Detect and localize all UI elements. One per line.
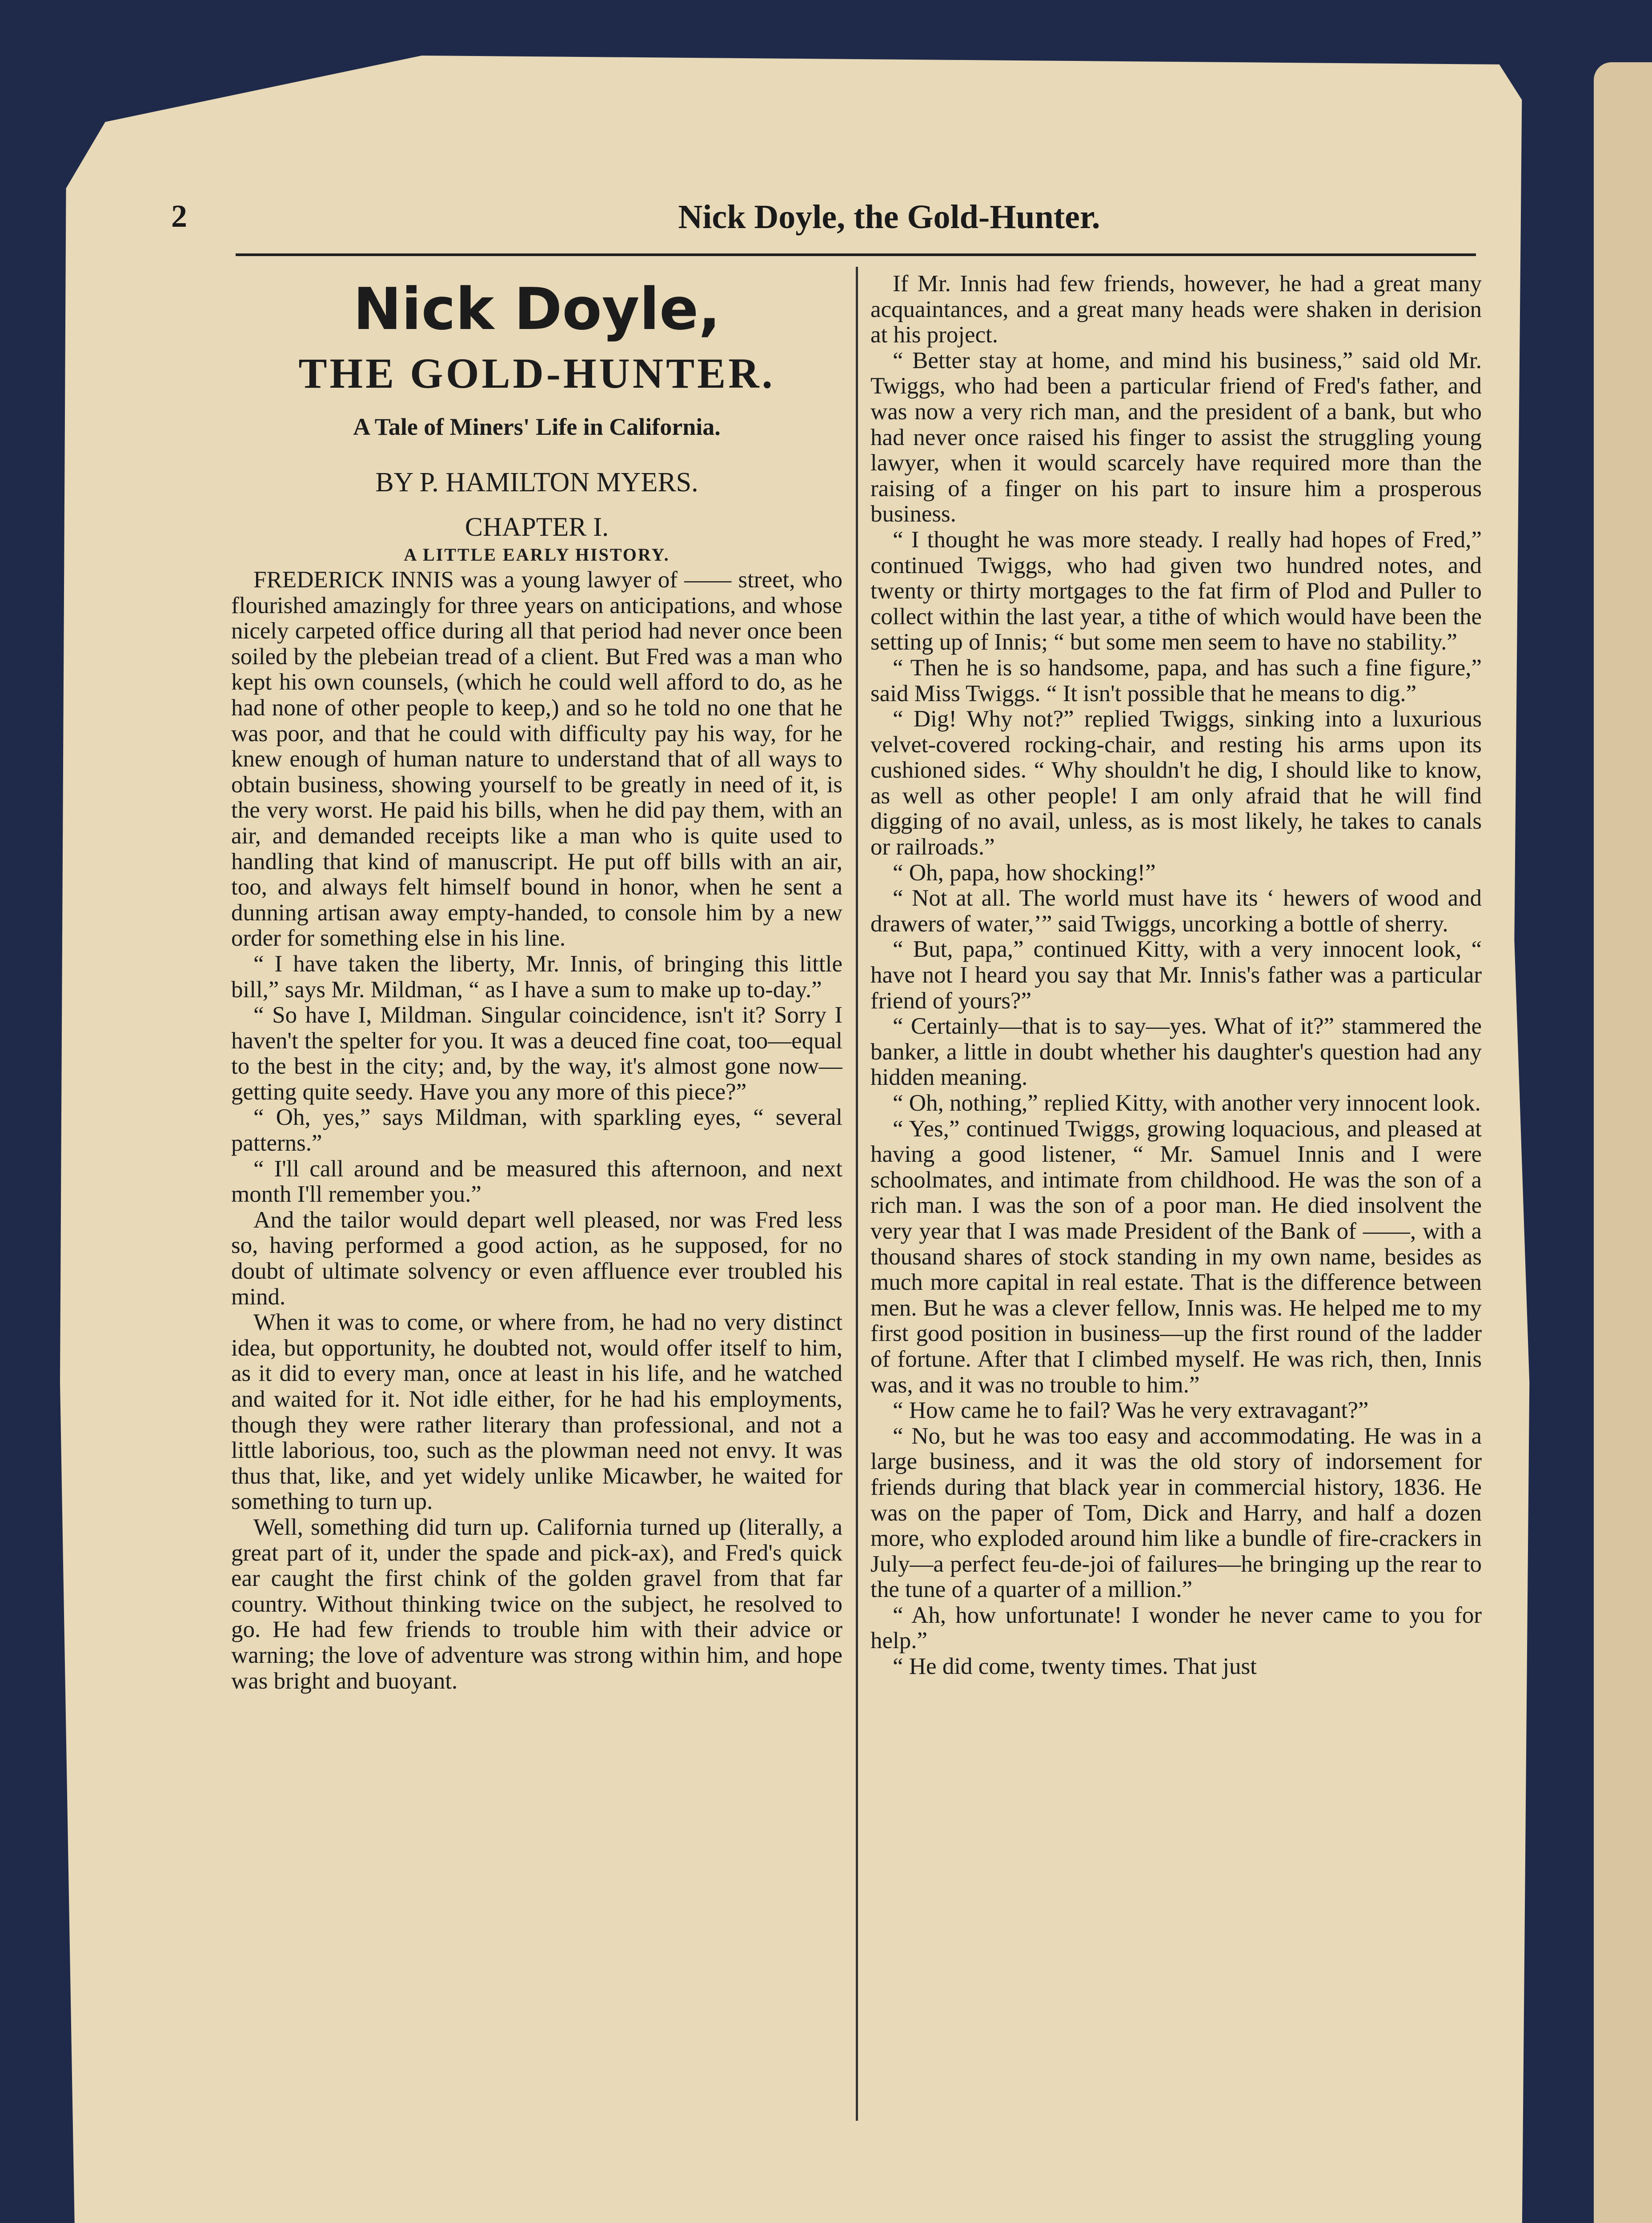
- body-paragraph: “ Certainly—that is to say—yes. What of it?” stammered the banker, a little in doubt whether his daughter's question had any hidden meaning.: [870, 1013, 1482, 1091]
- body-paragraph: Well, something did turn up. California turned up (literally, a great part of it, under the spade and pick-ax), and Fred's quick ear caught the first chink of the golden gravel from that far country. Without thinking twice on the subject, he resolved to go. He had few friends to trouble him with their advice or warning; the love of adventure was strong within him, and hope was bright and buoyant.: [231, 1514, 842, 1694]
- body-paragraph: “ Oh, papa, how shocking!”: [893, 859, 1156, 886]
- chapter-subheading: A LITTLE EARLY HISTORY.: [404, 545, 670, 565]
- body-paragraph: “ Better stay at home, and mind his business,” said old Mr. Twiggs, who had been a particular friend of Fred's father, and was now a very rich man, and the president of a bank, but who had never once raised his finger to assist the struggling young lawyer, when it would scarcely have required more than the raising of a finger on his part to insure him a prosperous business.: [870, 347, 1482, 527]
- body-paragraph: When it was to come, or where from, he had no very distinct idea, but opportunity, he doubted not, would offer itself to him, as it did to every man, once at least in his life, and he watched and waited for it. Not idle either, for he had his employments, though they were rather literary than professional, and not a little laborious, too, such as the plowman need not envy. It was thus that, like, and yet widely unlike Micawber, he waited for something to turn up.: [231, 1309, 842, 1515]
- right-column: [870, 271, 1482, 2125]
- page-number: 2: [171, 198, 187, 234]
- body-paragraph: “ But, papa,” continued Kitty, with a very innocent look, “ have not I heard you say that Mr. Innis's father was a particular friend of yours?”: [870, 936, 1482, 1014]
- body-paragraph: “ He did come, twenty times. That just: [893, 1653, 1257, 1680]
- story-title: Nick Doyle,: [353, 275, 721, 343]
- story-tagline: A Tale of Miners' Life in California.: [353, 413, 721, 440]
- body-paragraph: “ No, but he was too easy and accommodating. He was in a large business, and it was the old story of indorsement for friends during that black year in commercial history, 1836. He was on the paper of Tom, Dick and Harry, and half a dozen more, who exploded around him like a bundle of fire-crackers in July—a perfect feu-de-joi of failures—he bringing up the rear to the tune of a quarter of a million.”: [870, 1423, 1482, 1603]
- body-paragraph: And the tailor would depart well pleased, nor was Fred less so, having performed a good action, as he supposed, for no doubt of ultimate solvency or even affluence ever troubled his mind.: [231, 1207, 842, 1310]
- body-paragraph: “ I have taken the liberty, Mr. Innis, of bringing this little bill,” says Mr. Mildman, “ as I have a sum to make up to-day.”: [231, 951, 842, 1003]
- body-paragraph: “ Oh, nothing,” replied Kitty, with another very innocent look.: [893, 1090, 1481, 1116]
- body-paragraph: If Mr. Innis had few friends, however, he had a great many acquaintances, and a great many heads were shaken in derision at his project.: [870, 271, 1482, 348]
- body-paragraph: “ Not at all. The world must have its ‘ hewers of wood and drawers of water,’” said Twiggs, uncorking a bottle of sherry.: [870, 885, 1482, 937]
- body-paragraph: “ Dig! Why not?” replied Twiggs, sinking into a luxurious velvet-covered rocking-chair, and resting his arms upon its cushioned sides. “ Why shouldn't he dig, I should like to know, as well as other people! I am only afraid that he will find digging of no avail, unless, as is most likely, he takes to canals or railroads.”: [870, 706, 1482, 860]
- body-paragraph: “ So have I, Mildman. Singular coincidence, isn't it? Sorry I haven't the spelter for you. It was a deuced fine coat, too—equal to the best in the city; and, by the way, it's almost gone now—getting quite seedy. Have you any more of this piece?”: [231, 1002, 842, 1105]
- body-paragraph: “ Yes,” continued Twiggs, growing loquacious, and pleased at having a good listener, “ Mr. Samuel Innis and I were schoolmates, and intimate from childhood. He was the son of a rich man. I was the son of a poor man. He died insolvent the very year that I was made President of the Bank of ——, with a thousand shares of stock standing in my own name, besides as much more capital in real estate. That is the difference between men. But he was a clever fellow, Innis was. He helped me to my first good position in business—up the first round of the ladder of fortune. After that I climbed myself. He was rich, then, Innis was, and it was no trouble to him.”: [870, 1116, 1482, 1398]
- running-title: Nick Doyle, the Gold-Hunter.: [678, 198, 1100, 236]
- body-paragraph: “ I thought he was more steady. I really had hopes of Fred,” continued Twiggs, who had given two hundred notes, and twenty or thirty mortgages to the fat firm of Plod and Puller to collect within the last year, a tithe of which would have been the setting up of Innis; “ but some men seem to have no stability.”: [870, 526, 1482, 655]
- header-rule: [236, 253, 1476, 256]
- body-paragraph: “ Ah, how unfortunate! I wonder he never came to you for help.”: [870, 1602, 1482, 1654]
- column-divider: [856, 267, 858, 2121]
- body-paragraph: “ How came he to fail? Was he very extravagant?”: [893, 1397, 1369, 1424]
- body-paragraph: “ Oh, yes,” says Mildman, with sparkling eyes, “ several patterns.”: [231, 1104, 842, 1156]
- body-paragraph: FREDERICK INNIS was a young lawyer of —— street, who flourished amazingly for three years on anticipations, and whose nicely carpeted office during all that period had never once been soiled by the plebeian tread of a client. But Fred was a man who kept his own counsels, (which he could well afford to do, as he had none of other people to keep,) and so he told no one that he was poor, and that he could with difficulty pay his way, for he knew enough of human nature to understand that of all ways to obtain business, showing yourself to be greatly in need of it, is the very worst. He paid his bills, when he did pay them, with an air, and demanded receipts like a man who is quite used to handling that kind of manuscript. He put off bills with an air, too, and always felt himself bound in honor, when he sent a dunning artisan away empty-handed, to console him by a new order for something else in his line.: [231, 567, 842, 951]
- left-column: [231, 271, 842, 2125]
- author-byline: BY P. HAMILTON MYERS.: [375, 467, 698, 498]
- adjacent-page-edge: [1594, 62, 1652, 2223]
- body-paragraph: “ I'll call around and be measured this afternoon, and next month I'll remember you.”: [231, 1156, 842, 1208]
- story-subtitle: THE GOLD-HUNTER.: [298, 349, 775, 397]
- chapter-heading: CHAPTER I.: [465, 512, 609, 542]
- body-paragraph: “ Then he is so handsome, papa, and has such a fine figure,” said Miss Twiggs. “ It isn't possible that he means to dig.”: [870, 654, 1482, 706]
